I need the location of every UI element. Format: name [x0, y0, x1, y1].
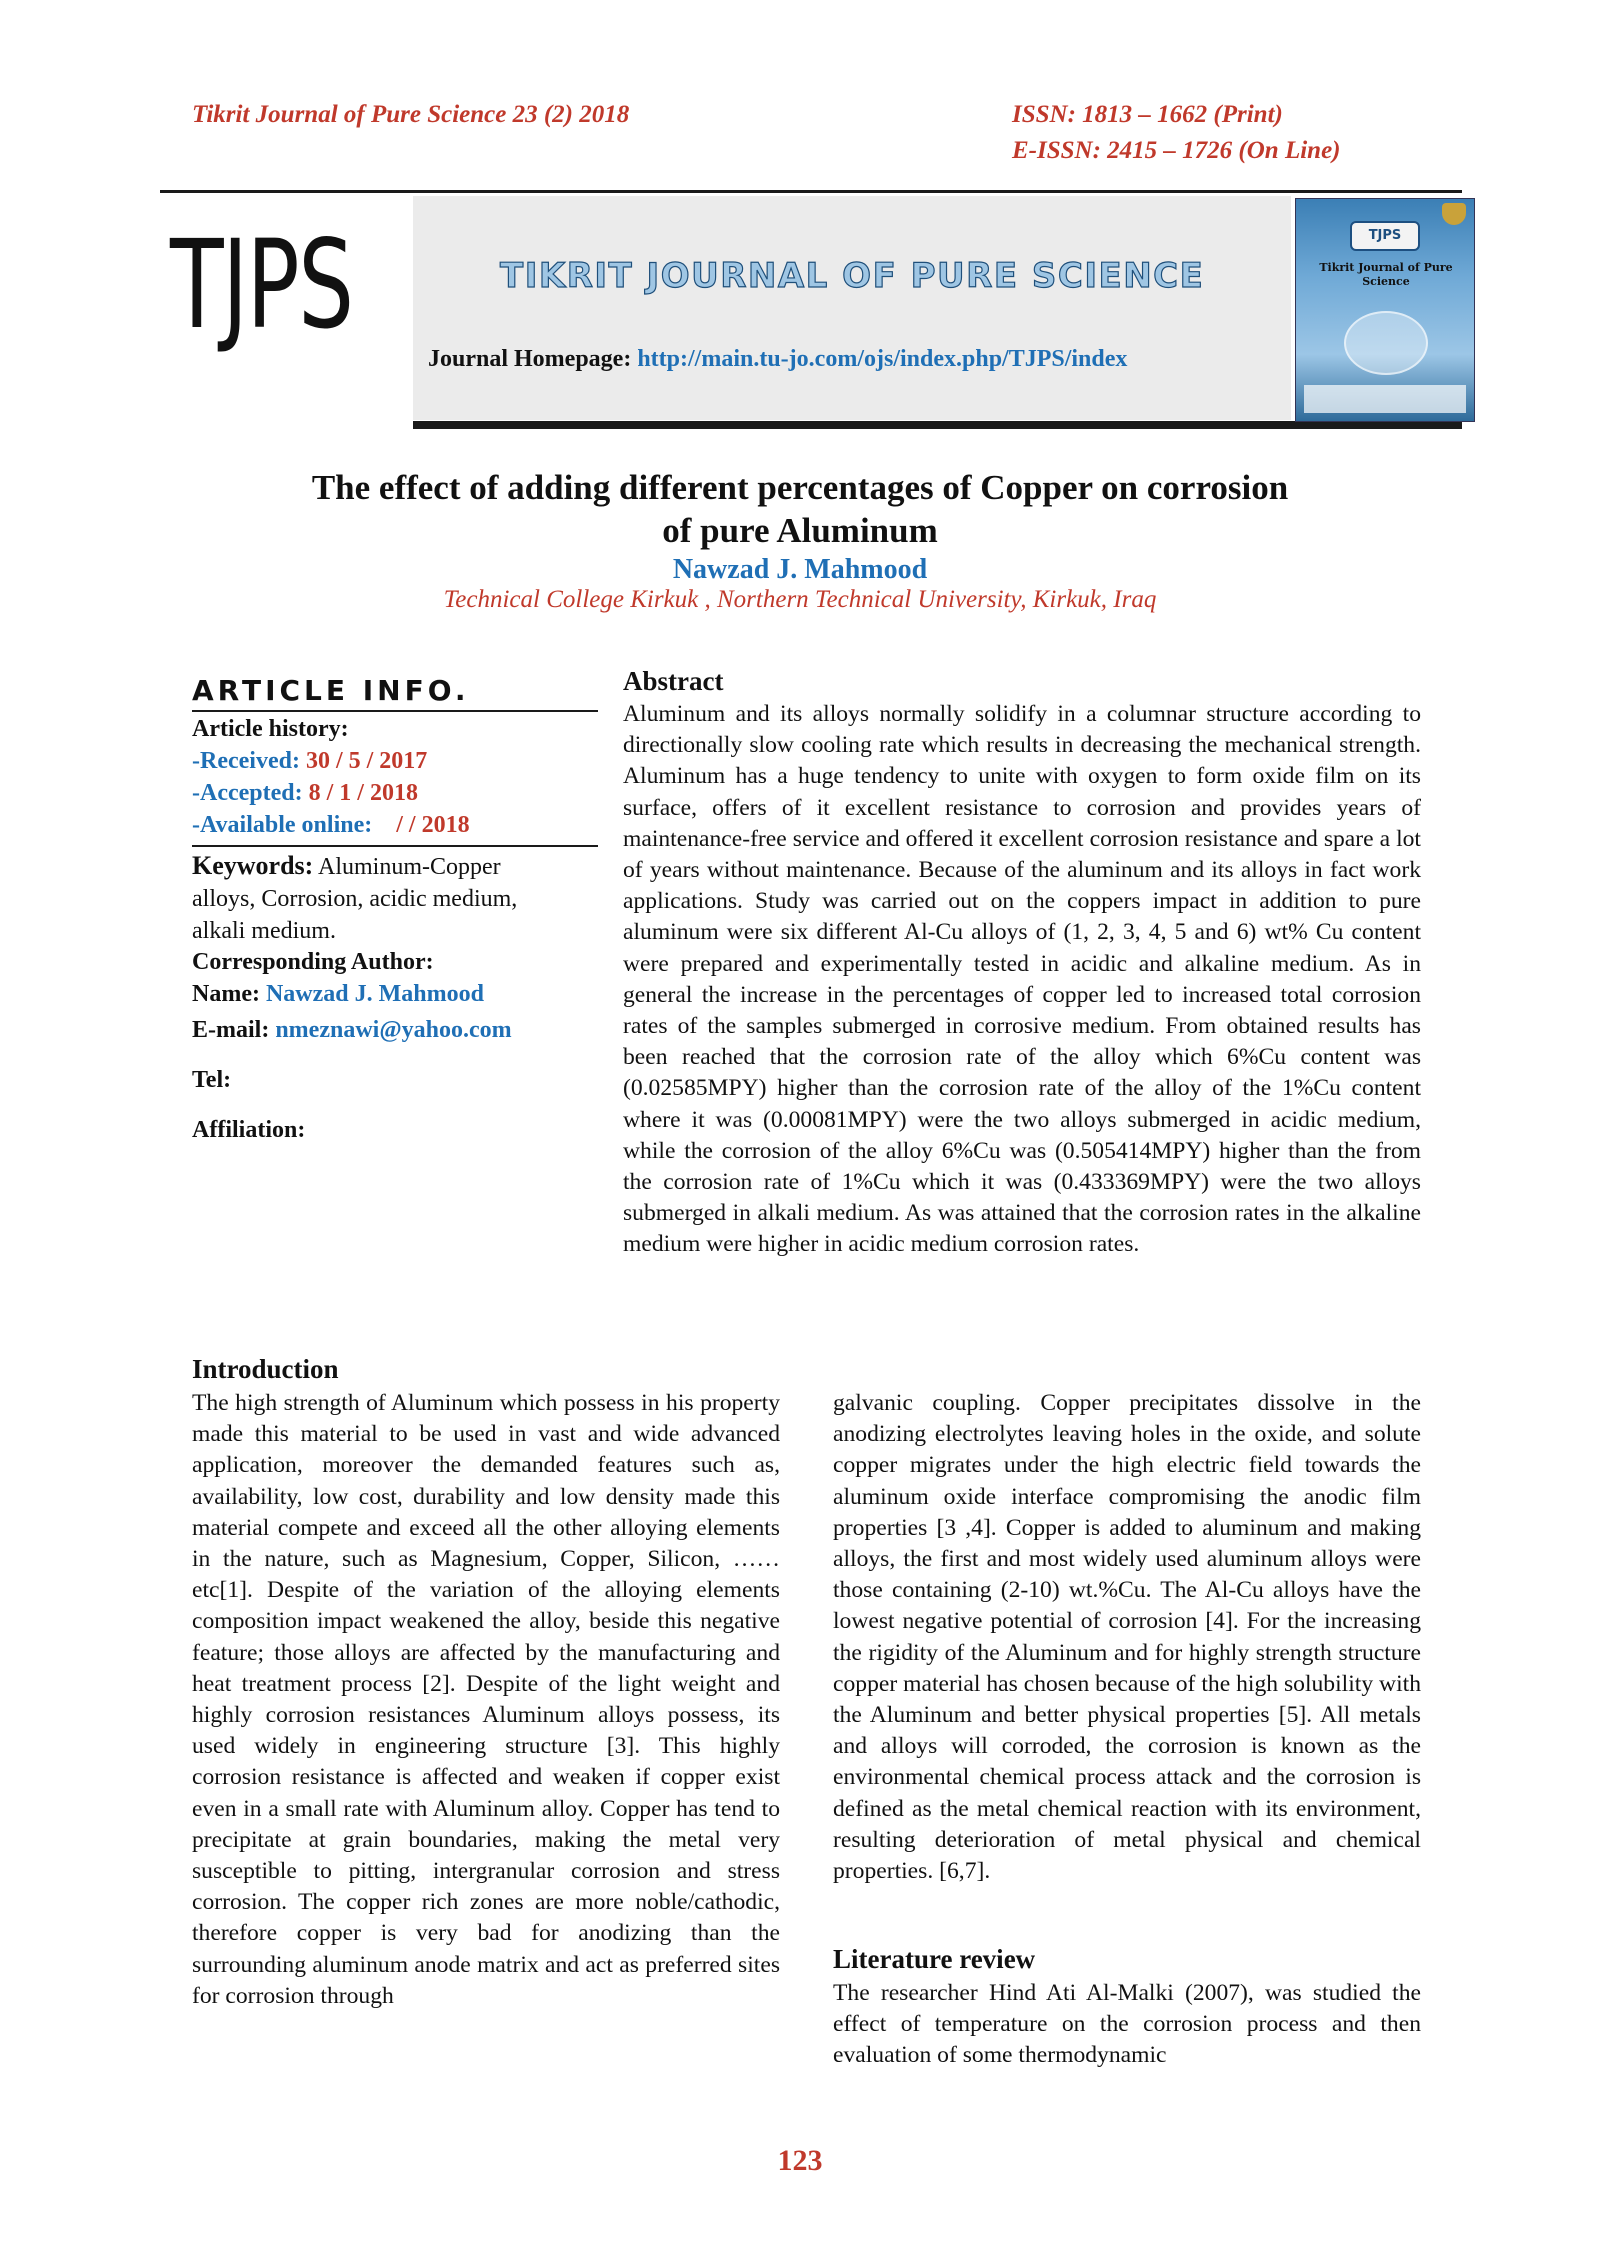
author-tel: Tel: — [192, 1067, 232, 1093]
homepage-link[interactable]: http://main.tu-jo.com/ojs/index.php/TJPS/index — [637, 346, 1128, 372]
cover-title: Tikrit Journal of Pure Science — [1319, 261, 1453, 288]
author-email: E-mail: nmeznawi@yahoo.com — [192, 1017, 512, 1043]
introduction-heading: Introduction — [192, 1354, 339, 1384]
history-label: Article history: — [192, 716, 349, 742]
corresponding-author — [192, 946, 598, 1146]
page-number: 123 — [777, 2144, 823, 2177]
abstract-heading: Abstract — [623, 666, 724, 696]
masthead-top-rule — [160, 190, 1462, 193]
abstract-text: Aluminum and its alloys normally solidify in a columnar structure according to directionally slow cooling rate which results in decreasing the mechanical strength. Aluminum has a huge tendency to unite with oxygen to form oxide film on its surface, offers of it excellent resistance to corrosion and provides years of maintenance-free service and offered it excellent corrosion resistance and spare a lot of years without maintenance. Because of the aluminum and its alloys in fact work applications. Study was carried out on the coppers impact in addition to pure aluminum were six different Al-Cu alloys of (1, 2, 3, 4, 5 and 6) wt% Cu content were prepared and experimentally tested in acidic and alkaline medium. As in general the increase in the percentages of copper led to increased total corrosion rates of the samples submerged in corrosive medium. From obtained results has been reached that the corrosion rate of the alloy which 6%Cu content was (0.02585MPY) higher than the corrosion rate of the alloy of the 1%Cu content where it was (0.00081MPY) were the two alloys submerged in acidic medium, while the corrosion of the alloy 6%Cu was (0.505414MPY) higher than the from the corrosion rate of 1%Cu which it was (0.433369MPY) were the two alloys submerged in alkali medium. As was attained that the corrosion rates in the alkaline medium were higher in acidic medium corrosion rates. — [623, 701, 1421, 1258]
cover-badge: TJPS — [1350, 221, 1420, 251]
author-name: Name: Nawzad J. Mahmood — [192, 981, 484, 1007]
journal-name: TIKRIT JOURNAL OF PURE SCIENCE — [500, 256, 1205, 296]
university-crest-icon — [1442, 203, 1466, 225]
literature-review-heading: Literature review — [833, 1944, 1036, 1974]
keywords-line-3: alkali medium. — [192, 918, 336, 944]
accepted-date: -Accepted: 8 / 1 / 2018 — [192, 780, 418, 806]
literature-review-text: The researcher Hind Ati Al-Malki (2007), was studied the effect of temperature on the corrosion process and then evaluation of some thermodynamic — [833, 1980, 1421, 2069]
journal-issue: Tikrit Journal of Pure Science 23 (2) 2018 — [192, 101, 630, 128]
introduction-left-column: The high strength of Aluminum which possess in his property made this material to be used in vast and wide advanced application, moreover the demanded features such as, availability, low cost, durability and low density made this material compete and exceed all the other alloying elements in the nature, such as Magnesium, Copper, Silicon, ……etc[1]. Despite of the variation of the alloying elements composition impact weakened the alloy, beside this negative feature; those alloys are affected by the manufacturing and heat treatment process [2]. Despite of the light weight and highly corrosion resistances Aluminum alloys possess, its used widely in engineering structure [3]. This highly corrosion resistance is affected and weaken if copper exist even in a small rate with Aluminum alloy. Copper has tend to precipitate at grain boundaries, making the metal very susceptible to pitting, intergranular corrosion and stress corrosion. The copper rich zones are more noble/cathodic, therefore copper is very bad for anodizing than the surrounding aluminum anode matrix and act as preferred sites for corrosion through — [192, 1390, 780, 2009]
homepage-label: Journal Homepage: — [428, 346, 632, 372]
journal-cover-image — [1295, 198, 1475, 422]
article-title-line-2: of pure Aluminum — [662, 511, 938, 550]
article-info-rule-top — [192, 710, 598, 712]
article-info-heading: ARTICLE INFO. — [192, 674, 470, 707]
issn-online: E-ISSN: 2415 – 1726 (On Line) — [1012, 137, 1341, 164]
author-affiliation-label: Affiliation: — [192, 1117, 306, 1143]
article-author: Nawzad J. Mahmood — [672, 554, 928, 585]
journal-homepage — [428, 346, 1127, 373]
corresponding-label: Corresponding Author: — [192, 949, 434, 975]
keywords-block — [192, 850, 598, 947]
cover-footer-band — [1304, 385, 1466, 413]
email-link[interactable]: nmeznawi@yahoo.com — [275, 1017, 512, 1043]
received-date: -Received: 30 / 5 / 2017 — [192, 748, 428, 774]
masthead-banner — [413, 196, 1291, 420]
journal-logo: TJPS — [170, 214, 353, 356]
masthead-bottom-rule — [413, 421, 1462, 429]
keywords-line-1: Keywords: Aluminum-Copper — [192, 851, 501, 880]
article-history — [192, 713, 598, 841]
article-title — [200, 466, 1400, 552]
issn-print: ISSN: 1813 – 1662 (Print) — [1012, 101, 1283, 128]
article-affiliation: Technical College Kirkuk , Northern Technical University, Kirkuk, Iraq — [443, 586, 1157, 613]
article-title-line-1: The effect of adding different percentages of Copper on corrosion — [311, 468, 1289, 507]
available-online-date: -Available online: / / 2018 — [192, 812, 470, 838]
article-info-rule-bottom — [192, 845, 598, 847]
cover-emblem-icon — [1344, 311, 1428, 375]
keywords-line-2: alloys, Corrosion, acidic medium, — [192, 886, 518, 912]
introduction-right-column: galvanic coupling. Copper precipitates dissolve in the anodizing electrolytes leaving holes in the oxide, and solute copper migrates under the high electric field towards the aluminum oxide interface compromising the anodic film properties [3 ,4]. Copper is added to aluminum and making alloys, the first and most widely used aluminum alloys were those containing (2-10) wt.%Cu. The Al-Cu alloys have the lowest negative potential of corrosion [4]. For the increasing the rigidity of the Aluminum and for highly strength structure copper material has chosen because of the high solubility with the Aluminum and better physical properties [5]. All metals and alloys will corroded, the corrosion is known as the environmental chemical process attack and the corrosion is defined as the metal chemical reaction with its environment, resulting deterioration of metal physical and chemical properties. [6,7]. — [833, 1390, 1421, 1885]
